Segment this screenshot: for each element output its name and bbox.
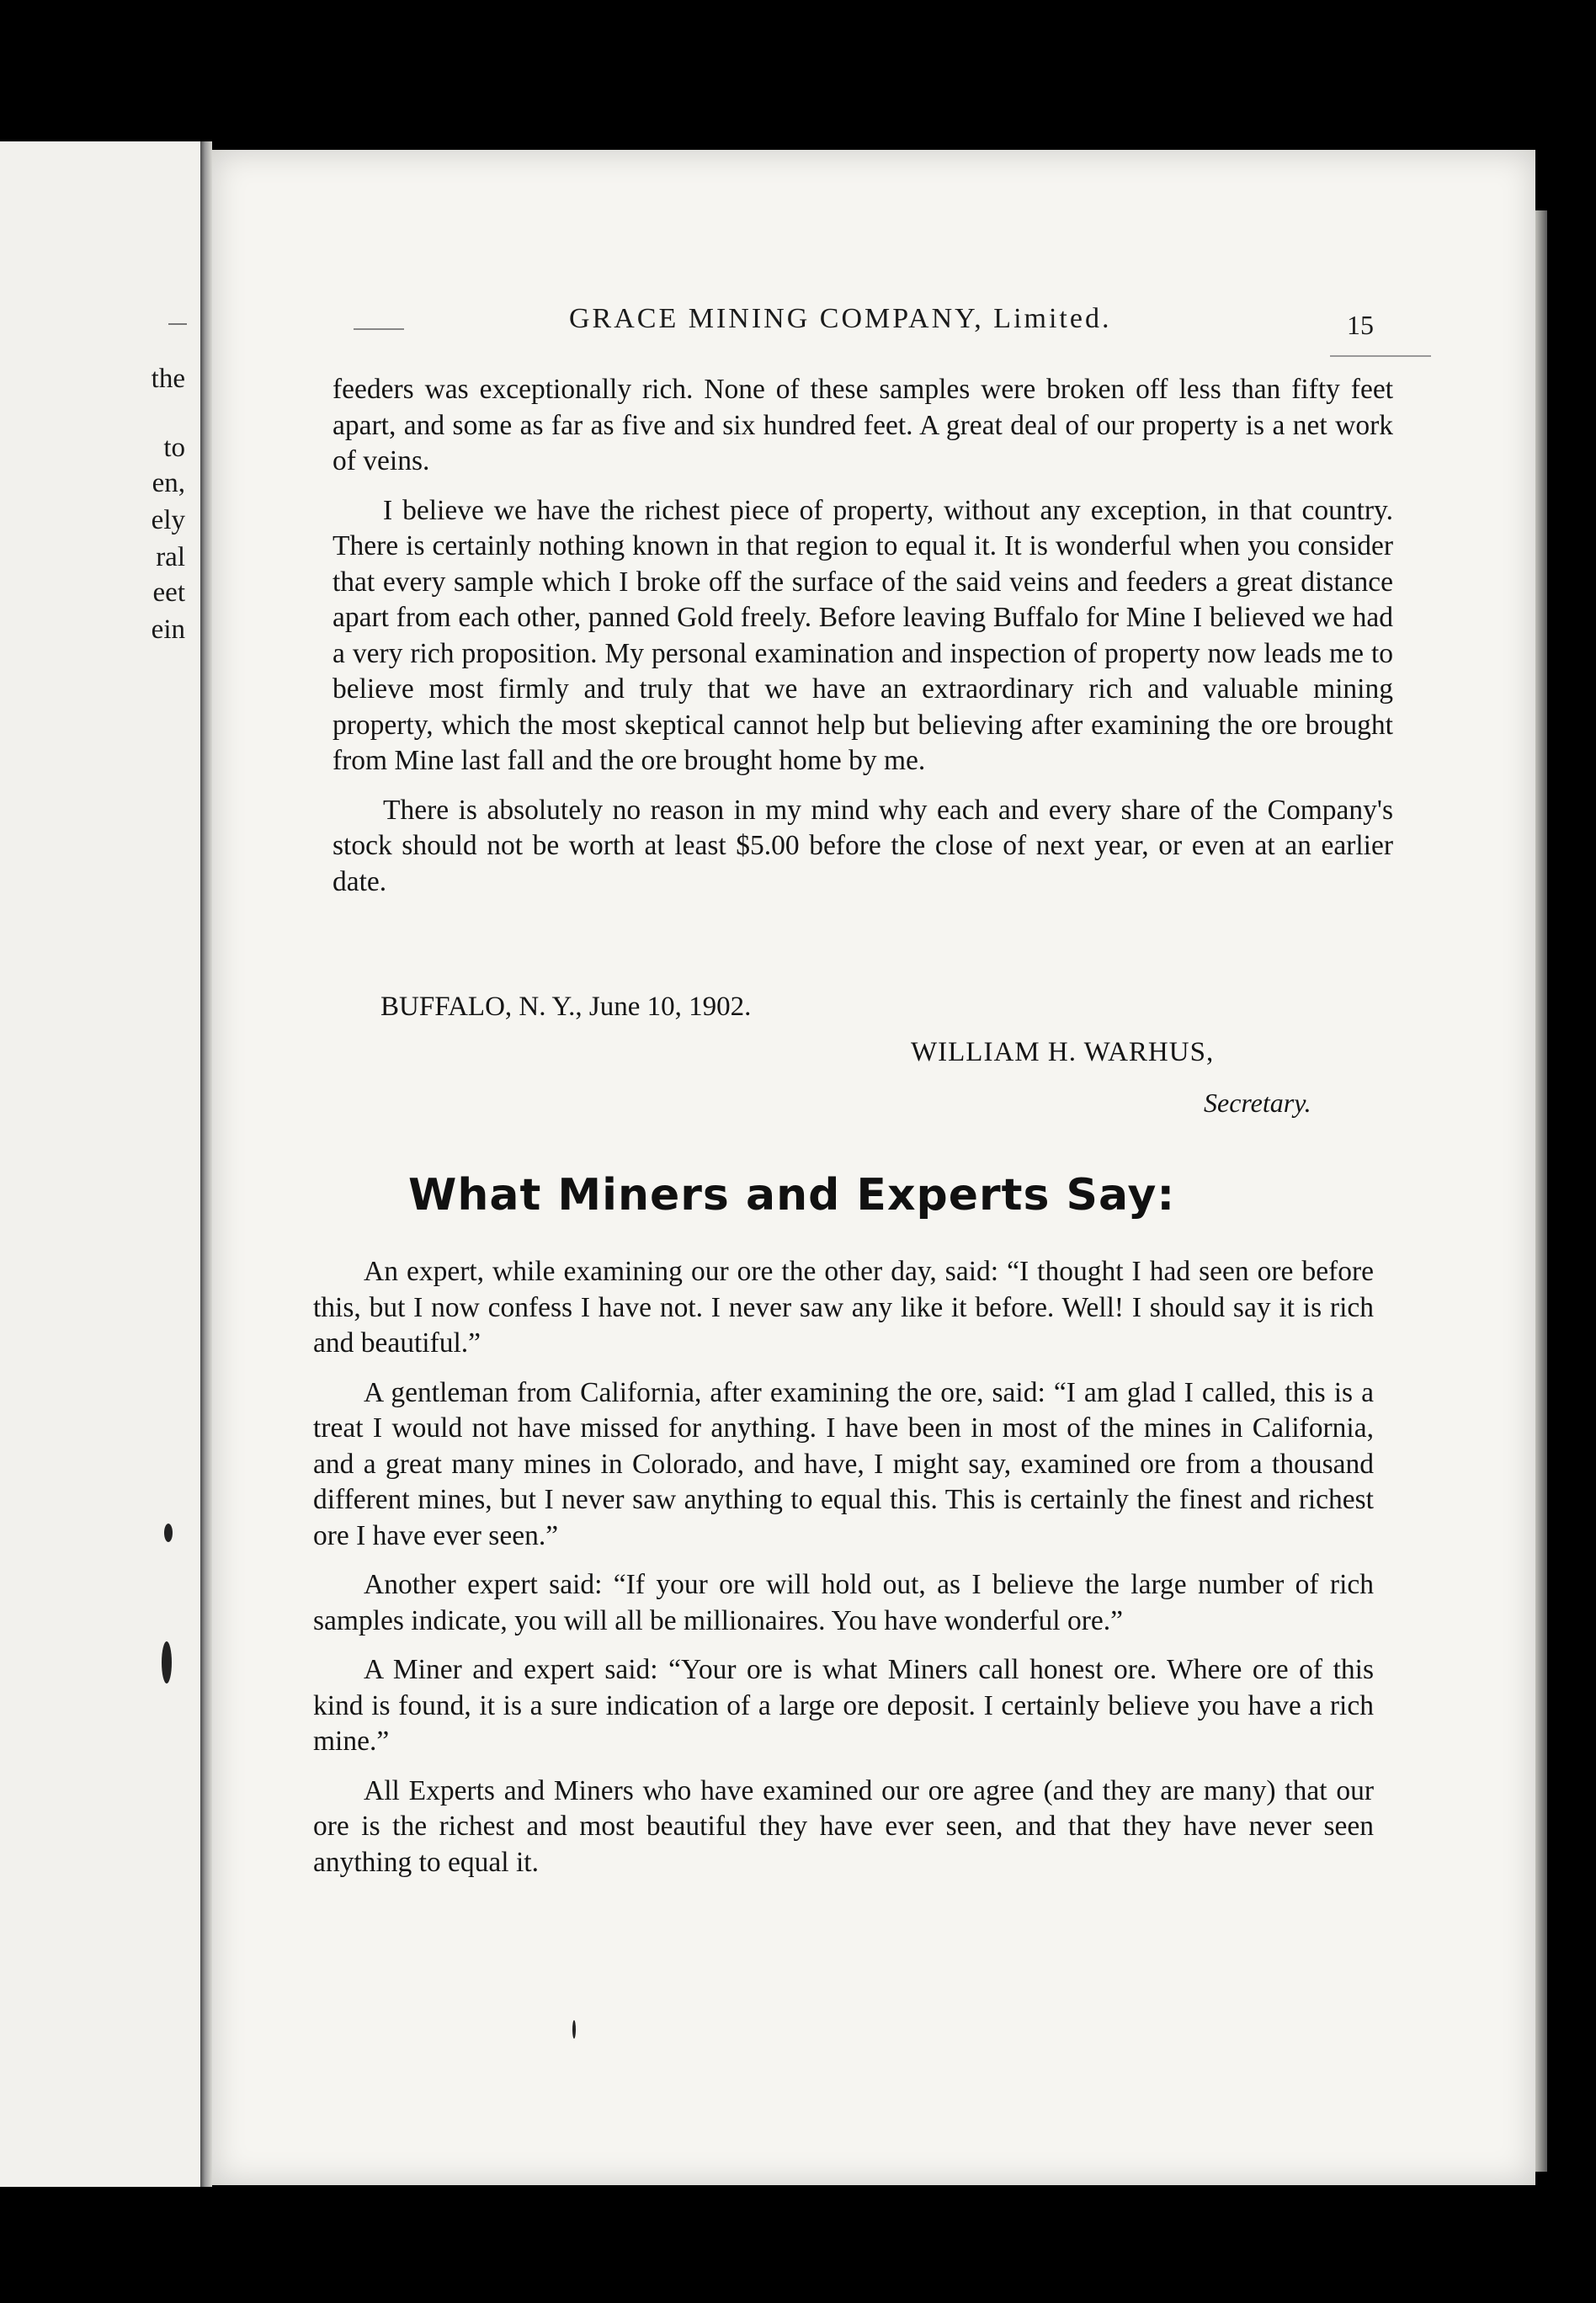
left-page-fragment: eet <box>152 577 185 608</box>
signature: WILLIAM H. WARHUS, <box>911 1037 1215 1067</box>
page-mark <box>572 2020 576 2039</box>
divider <box>354 328 404 330</box>
book-gutter <box>200 141 212 2187</box>
section-heading: What Miners and Experts Say: <box>408 1170 1176 1221</box>
divider <box>1330 355 1431 357</box>
paragraph: There is absolutely no reason in my mind why each and every share of the Company's stock should not be worth at least $5.00 before the close of next year, or even at an earlier date. <box>332 794 1393 897</box>
letter-body <box>332 372 1393 913</box>
dateline: BUFFALO, N. Y., June 10, 1902. <box>380 992 752 1022</box>
divider <box>168 323 187 325</box>
left-page-fragment: ral <box>156 542 185 572</box>
signature-title: Secretary. <box>1204 1088 1311 1118</box>
page-mark <box>164 1524 173 1542</box>
left-facing-page <box>0 141 202 2187</box>
paragraph: feeders was exceptionally rich. None of these samples were broken off less than fifty feet apart, and some as far as five and six hundred feet. A great deal of our property is a net work of veins. <box>332 374 1393 476</box>
left-page-fragment: ely <box>151 505 185 535</box>
paragraph: I believe we have the richest piece of property, without any exception, in that country. There is certainly nothing known in that region to equal it. It is wonderful when you consider that every sample which I broke off the surface of the said veins and feeders a great distance apart from each other, panned Gold freely. Before leaving Buffalo for Mine I believed we had a very rich proposition. My personal examination and inspection of property now leads me to believe most firmly and truly that we have an extraordinary rich and valuable mining property, which the most skeptical cannot help but believing after examining the ore brought from Mine last fall and the ore brought home by me. <box>332 494 1393 776</box>
left-page-fragment: to <box>163 433 185 463</box>
paragraph: All Experts and Miners who have examined our ore agree (and they are many) that our ore is the richest and most beautiful they have ever seen, and that they have never seen anything to equal it. <box>313 1774 1374 1878</box>
paragraph: A Miner and expert said: “Your ore is what Miners call honest ore. Where ore of this kind is found, it is a sure indication of a large ore deposit. I certainly believe you have a rich mine.” <box>313 1654 1374 1757</box>
paragraph: An expert, while examining our ore the other day, said: “I thought I had seen ore before this, but I now confess I have not. I never saw any like it before. Well! I should say it is rich and beautiful.” <box>313 1256 1374 1359</box>
page-mark <box>162 1641 172 1683</box>
running-header <box>354 303 1414 345</box>
left-page-fragment: en, <box>152 468 185 498</box>
testimonials-body <box>313 1254 1374 1894</box>
paragraph: A gentleman from California, after examining the ore, said: “I am glad I called, this is a treat I would not have missed for anything. I have been in most of the mines in California, and a great many mines in Colorado, and have, I might say, examined ore from a thousand different mines, but I never saw anything to equal this. This is certainly the finest and richest ore I have ever seen.” <box>313 1376 1374 1551</box>
page-number: 15 <box>1347 310 1374 340</box>
page-edge <box>1535 210 1547 2172</box>
paragraph: Another expert said: “If your ore will hold out, as I believe the large number of rich samples indicate, you will all be millionaires. You have wonderful ore.” <box>313 1569 1374 1636</box>
running-title: GRACE MINING COMPANY, Limited. <box>569 303 1112 334</box>
left-page-fragment: ein <box>151 614 185 645</box>
left-page-fragment: the <box>151 364 185 394</box>
